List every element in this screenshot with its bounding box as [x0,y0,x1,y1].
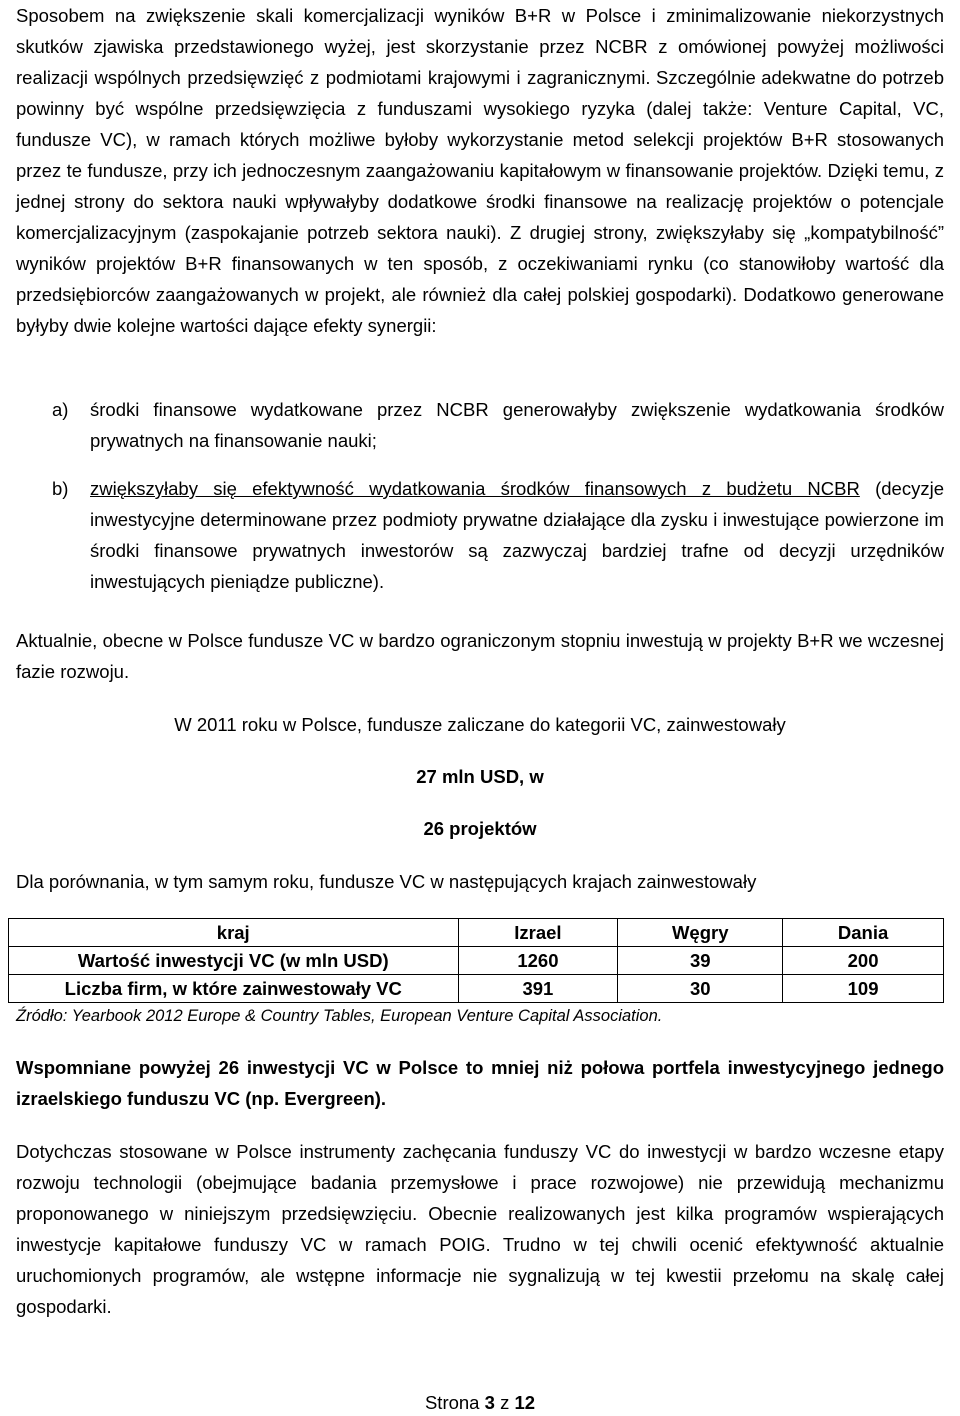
table-cell: Wartość inwestycji VC (w mln USD) [9,947,459,975]
intro-sentence-1: Sposobem na zwiększenie skali komercjalizacji wyników B+R w Polsce i zminimalizowanie niekorzystnych skutków zjawiska przedstawionego wyżej, jest skorzystanie przez NCBR z omówionej powyżej możliwości realizacji wspólnych przedsięwzięć z podmiotami krajowymi i zagranicznymi. [16,5,944,88]
table-cell: 30 [618,975,783,1003]
table-header-cell: Izrael [458,919,618,947]
current-page-number: 3 [484,1392,495,1413]
intro-sentence-2: Szczególnie adekwatne do potrzeb powinny być wspólne przedsięwzięcia z funduszami wysokiego ryzyka (dalej także: Venture Capital, VC, fundusze VC), w ramach których możliwe byłoby wykorzystanie metod selekcji projektów B+R stosowanych przez te fundusze, przy ich jednoczesnym zaangażowaniu kapitałowym w finansowanie projektów. Dzięki temu, z jednej strony do sektora nauki wpływałyby dodatkowe środki finansowe na realizację projektów o potencjale komercjalizacyjnym (zaspokajanie potrzeb sektora nauki). Z drugiej strony, zwiększyłaby się „kompatybilność” wyników projektów B+R finansowanych w ten sposób, z oczekiwaniami rynku (co stanowiłoby wartość dla przedsiębiorców zaangażowanych w projekt, ale również dla całej polskiej gospodarki). Dodatkowo generowane byłyby dwie kolejne wartości dające efekty synergii: [16,67,944,336]
page-separator: z [500,1392,510,1413]
table-cell: 200 [783,947,944,975]
table-cell: 391 [458,975,618,1003]
stat-line-3: 26 projektów [423,818,537,839]
table-header-cell: Dania [783,919,944,947]
stat-line-1: W 2011 roku w Polsce, fundusze zaliczane do kategorii VC, zainwestowały [174,714,786,735]
closing-paragraph: Dotychczas stosowane w Polsce instrumenty zachęcania funduszy VC do inwestycji w bardzo wczesne etapy rozwoju technologii (obejmujące badania przemysłowe i prace rozwojowe) nie przewidują mechanizmu proponowanego w niniejszym przedsięwzięciu. Obecnie realizowanych jest kilka programów wspierających inwestycje kapitałowe funduszy VC w ramach POIG. Trudno w tej chwili ocenić efektywność aktualnie uruchomionych programów, ale wstępne informacje nie sygnalizują w tej kwestii przełomu na skalę całej gospodarki. [16,1141,944,1317]
list-marker: b) [52,478,69,499]
table-header-cell: kraj [9,919,459,947]
vc-comparison-table [8,918,944,1003]
synergy-list [16,394,944,597]
total-pages: 12 [514,1392,536,1413]
list-item-text: środki finansowe wydatkowane przez NCBR generowałyby zwiększenie wydatkowania środków prywatnych na finansowanie nauki; [90,399,944,451]
bold-note: Wspomniane powyżej 26 inwestycji VC w Polsce to mniej niż połowa portfela inwestycyjnego jednego izraelskiego funduszu VC (np. Evergreen). [16,1057,944,1109]
table-cell: 109 [783,975,944,1003]
table-cell: Liczba firm, w które zainwestowały VC [9,975,459,1003]
table-row [9,947,944,975]
table-header-row [9,919,944,947]
list-marker: a) [52,399,69,420]
list-item-text: (decyzje inwestycyjne determinowane przez podmioty prywatne działające dla zysku i inwestujące powierzone im środki finansowe prywatnych inwestorów są zazwyczaj bardziej trafne od decyzji urzędników inwestujących pieniądze publiczne). [90,478,944,592]
comparison-intro: Dla porównania, w tym samym roku, fundusze VC w następujących krajach zainwestowały [16,871,757,892]
table-header-cell: Węgry [618,919,783,947]
intro-paragraph [16,0,944,341]
current-state-paragraph: Aktualnie, obecne w Polsce fundusze VC w bardzo ograniczonym stopniu inwestują w projekty B+R we wczesnej fazie rozwoju. [16,630,944,682]
table-cell: 1260 [458,947,618,975]
table-cell: 39 [618,947,783,975]
list-item-underlined-text: zwiększyłaby się efektywność wydatkowania środków finansowych z budżetu NCBR [90,478,860,499]
page-footer [0,1392,960,1414]
source-note: Źródło: Yearbook 2012 Europe & Country Tables, European Venture Capital Association. [16,1007,663,1025]
list-item [16,473,944,597]
list-item [16,394,944,456]
stat-line-2: 27 mln USD, w [416,766,544,787]
table-row [9,975,944,1003]
page-label: Strona [424,1392,480,1413]
